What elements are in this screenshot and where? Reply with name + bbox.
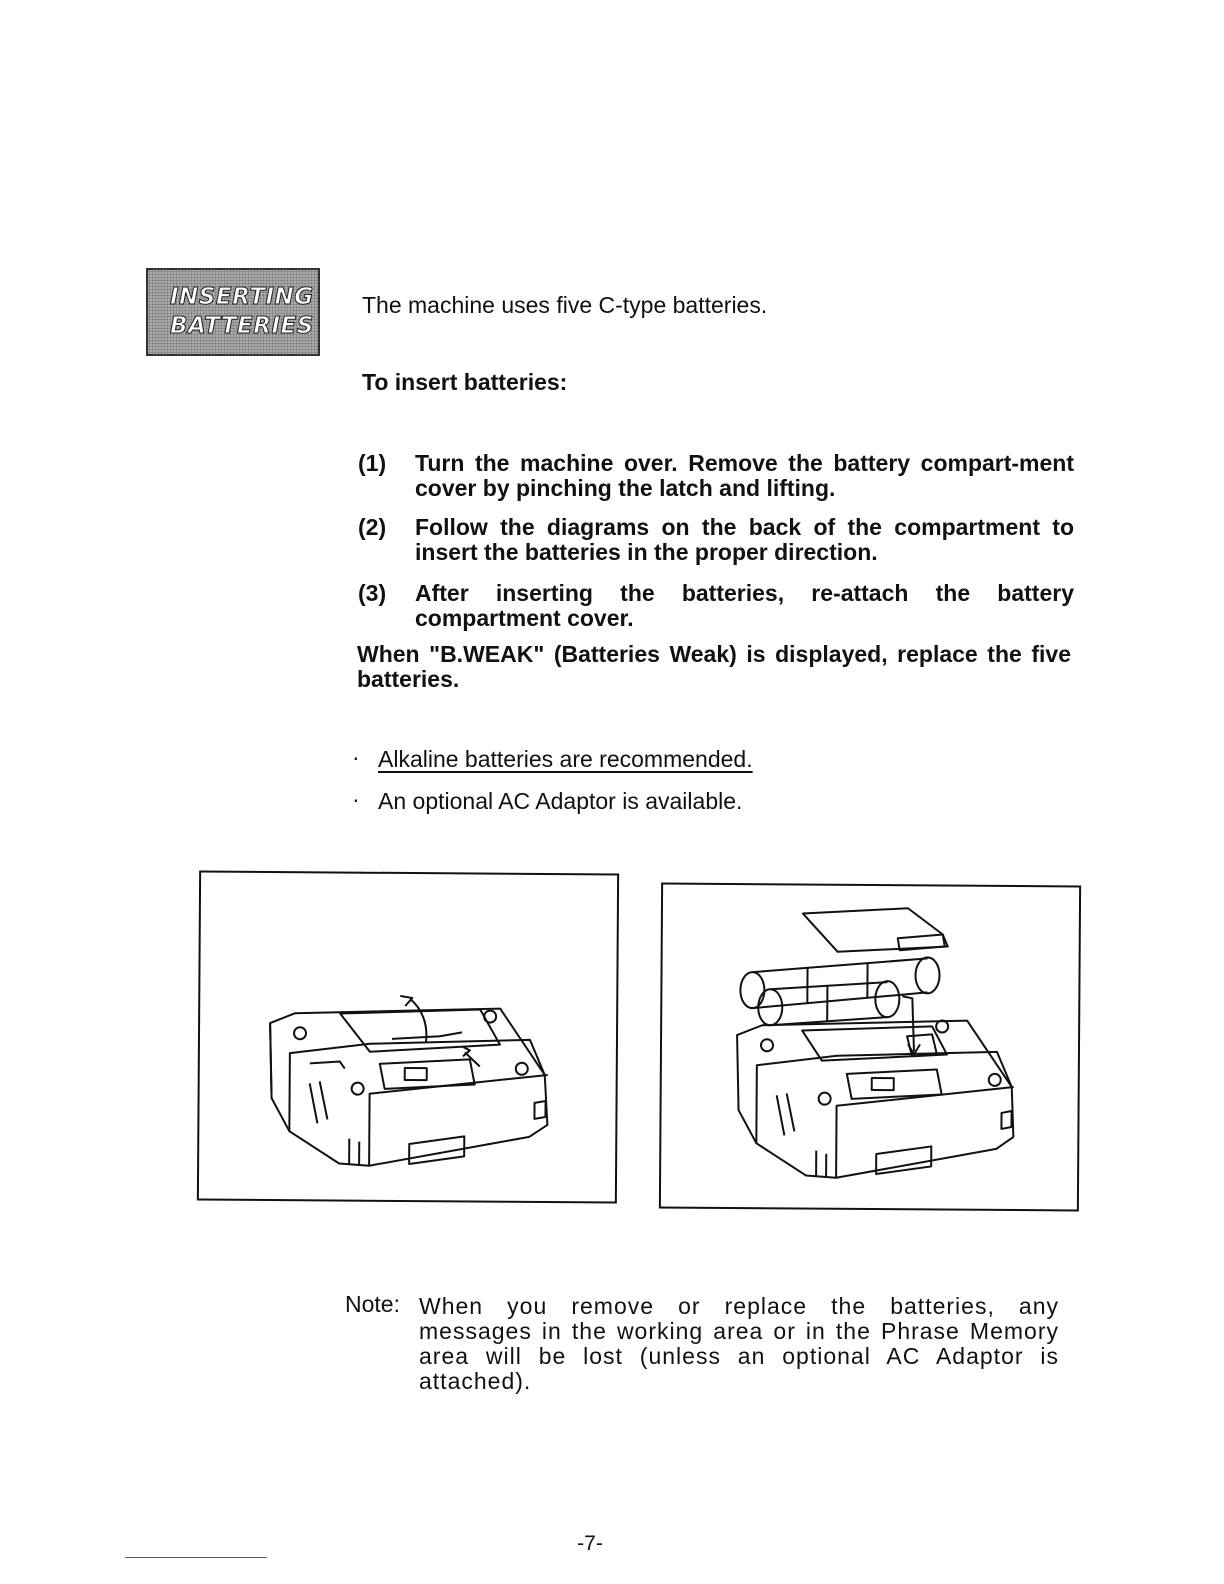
step-number: (3) — [358, 580, 387, 606]
step-3 — [358, 581, 1074, 631]
bullet-marker: · — [352, 786, 360, 812]
bullet-text: An optional AC Adaptor is available. — [378, 788, 743, 814]
step-1 — [358, 451, 1074, 501]
step-text: Turn the machine over. Remove the battery compart-ment cover by pinching the latch and lifting. — [415, 450, 1074, 501]
step-text: After inserting the batteries, re-attach the battery compartment cover. — [415, 580, 1074, 631]
subheading: To insert batteries: — [362, 369, 568, 395]
figure-insert-batteries — [659, 883, 1081, 1212]
battery-insertion-illustration — [661, 885, 1079, 1210]
footer-rule — [125, 1557, 267, 1558]
step-text: Follow the diagrams on the back of the compartment to insert the batteries in the proper direction. — [415, 514, 1074, 565]
bullet-marker: · — [352, 744, 360, 770]
battery-weak-notice: When "B.WEAK" (Batteries Weak) is displayed, replace the five batteries. — [357, 641, 1071, 692]
bullet-text: Alkaline batteries are recommended. — [378, 746, 753, 772]
bullet-item — [352, 788, 742, 814]
section-tag — [146, 268, 320, 356]
page-number: -7- — [577, 1532, 603, 1555]
section-tag-line1: INSERTING — [170, 284, 314, 310]
step-2 — [358, 515, 1074, 565]
step-number: (1) — [358, 450, 387, 476]
step-number: (2) — [358, 514, 387, 540]
intro-text: The machine uses five C-type batteries. — [362, 292, 768, 318]
bullet-item — [352, 746, 753, 772]
section-tag-line2: BATTERIES — [170, 313, 314, 339]
note-label: Note: — [345, 1291, 400, 1317]
figure-remove-cover — [197, 871, 619, 1204]
machine-underside-illustration — [199, 873, 617, 1202]
note-text: When you remove or replace the batteries, any messages in the working area or in the Phrase Memory area will be lost (unless an optional AC Adaptor is attached). — [419, 1293, 1059, 1394]
